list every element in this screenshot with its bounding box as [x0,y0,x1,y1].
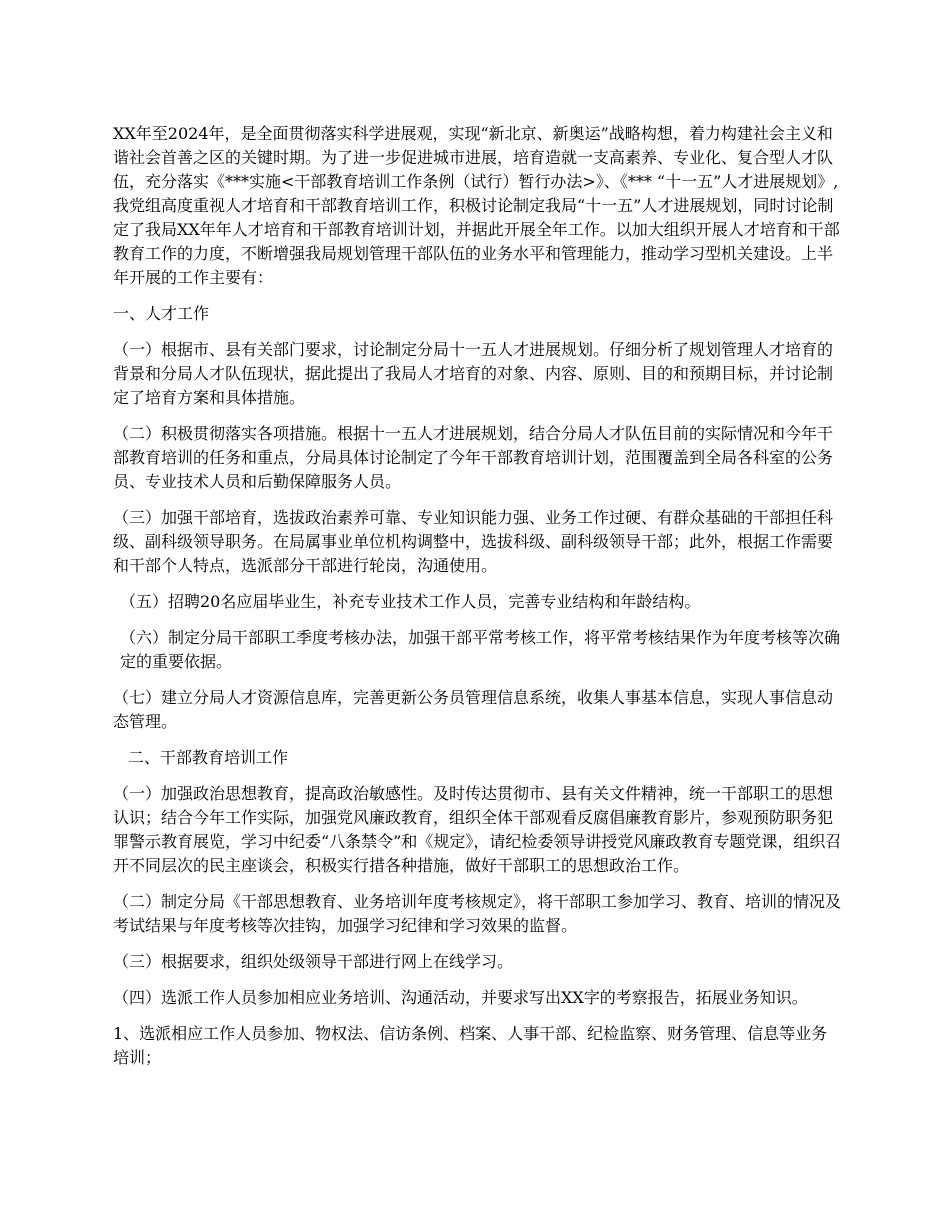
paragraph-1-7: （七）建立分局人才资源信息库，完善更新公务员管理信息系统，收集人事基本信息，实现人事信息动态管理。 [113,688,834,731]
paragraph-2-4: （四）选派工作人员参加相应业务培训、沟通活动，并要求写出XX字的考察报告，拓展业务知识。 [113,988,808,1007]
paragraph-1-5: （五）招聘20名应届毕业生，补充专业技术工作人员，完善专业结构和年龄结构。 [120,592,701,611]
section-heading-talent-work: 一、人才工作 [113,304,210,323]
paragraph-2-3: （三）根据要求，组织处级领导干部进行网上在线学习。 [113,952,514,971]
paragraph-1-2: （二）积极贯彻落实各项措施。根据十一五人才进展规划，结合分局人才队伍目前的实际情况和今年干部教育培训的任务和重点，分局具体讨论制定了今年干部教育培训计划，范围覆盖到全局各科室的公务员、专业技术人员和后勤保障服务人员。 [113,424,834,491]
paragraph-1-1: （一）根据市、县有关部门要求，讨论制定分局十一五人才进展规划。仔细分析了规划管理人才培育的背景和分局人才队伍现状，据此提出了我局人才培育的对象、内容、原则、目的和预期目标，并讨论制定了培育方案和具体措施。 [113,340,834,407]
paragraph-2-1: （一）加强政治思想教育，提高政治敏感性。及时传达贯彻市、县有关文件精神，统一干部职工的思想认识；结合今年工作实际，加强党风廉政教育，组织全体干部观看反腐倡廉教育影片，参观预防职务犯罪警示教育展览，学习中纪委“八条禁令”和《规定》，请纪检委领导讲授党风廉政教育专题党课，组织召开不同层次的民主座谈会，积极实行措各种措施，做好干部职工的思想政治工作。 [113,784,842,875]
list-item-2-4-1: 1、选派相应工作人员参加、物权法、信访条例、档案、人事干部、纪检监察、财务管理、信息等业务培训； [113,1024,828,1067]
paragraph-1-3: （三）加强干部培育，选拔政治素养可靠、专业知识能力强、业务工作过硬、有群众基础的干部担任科级、副科级领导职务。在局属事业单位机构调整中，选拔科级、副科级领导干部；此外，根据工作需要和干部个人特点，选派部分干部进行轮岗，沟通使用。 [113,508,834,575]
paragraph-2-2: （二）制定分局《干部思想教育、业务培训年度考核规定》，将干部职工参加学习、教育、培训的情况及考试结果与年度考核等次挂钩，加强学习纪律和学习效果的监督。 [113,892,842,935]
section-heading-cadre-training: 二、干部教育培训工作 [128,748,289,767]
document-page [113,122,843,1082]
intro-paragraph: XX年至2024年，是全面贯彻落实科学进展观，实现“新北京、新奥运”战略构想，着力构建社会主义和谐社会首善之区的关键时期。为了进一步促进城市进展，培育造就一支高素养、专业化、复合型人才队伍，充分落实《***实施<干部教育培训工作条例（试行）暂行办法>》、《*** “十一五”人才进展规划》,我党组高度重视人才培育和干部教育培训工作，积极讨论制定我局“十一五”人才进展规划，同时讨论制定了我局XX年年人才培育和干部教育培训计划，并据此开展全年工作。以加大组织开展人才培育和干部教育工作的力度，不断增强我局规划管理干部队伍的业务水平和管理能力，推动学习型机关建设。上半年开展的工作主要有： [113,124,840,287]
paragraph-1-6: （六）制定分局干部职工季度考核办法，加强干部平常考核工作，将平常考核结果作为年度考核等次确定的重要依据。 [120,628,841,671]
